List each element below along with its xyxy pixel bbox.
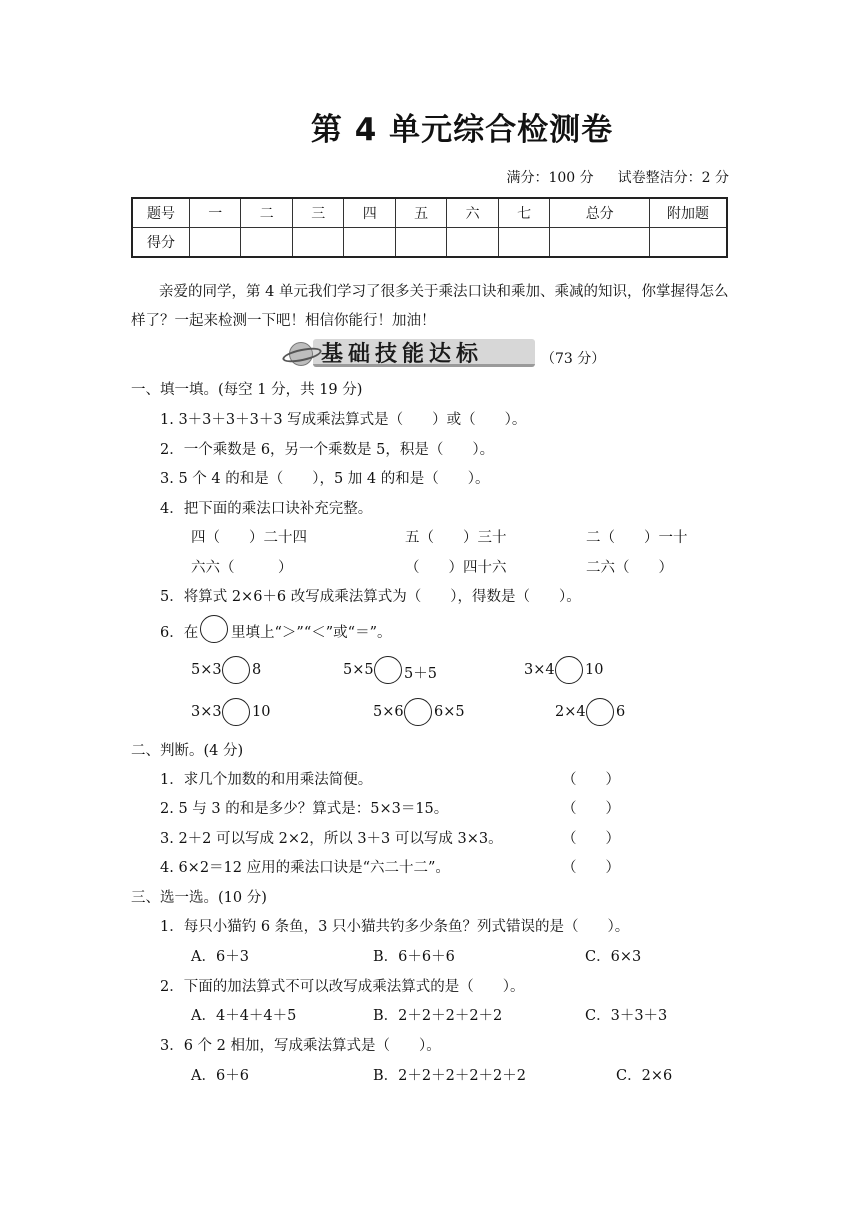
page-title: 第 4 单元综合检测卷 bbox=[310, 112, 614, 148]
banner-score: （73 分） bbox=[541, 351, 606, 367]
section-banner bbox=[285, 336, 535, 366]
question-1-5: 5．将算式 2×6＋6 改写成乘法算式为（ ），得数是（ ）。 bbox=[160, 589, 581, 605]
compare-right: 5＋5 bbox=[404, 666, 437, 682]
choice-question: 2．下面的加法算式不可以改写成乘法算式的是（ ）。 bbox=[160, 979, 525, 995]
choice-option[interactable]: C．2×6 bbox=[616, 1068, 673, 1084]
fill-item: （ ）四十六 bbox=[405, 560, 507, 576]
question-1-4: 4．把下面的乘法口诀补充完整。 bbox=[160, 501, 373, 517]
score-cell[interactable] bbox=[550, 228, 650, 258]
score-meta bbox=[506, 167, 729, 187]
header-cell: 一 bbox=[190, 198, 241, 228]
score-table-header-row bbox=[132, 198, 727, 228]
header-cell: 七 bbox=[498, 198, 549, 228]
compare-circle[interactable] bbox=[404, 698, 432, 726]
choice-option[interactable]: B．2＋2＋2＋2＋2＋2 bbox=[373, 1068, 527, 1084]
judge-answer[interactable]: （ ） bbox=[562, 801, 620, 817]
compare-left: 5×5 bbox=[343, 662, 374, 678]
fill-item: 六六（ ） bbox=[191, 560, 293, 576]
compare-right: 6 bbox=[616, 704, 626, 720]
header-cell: 四 bbox=[344, 198, 395, 228]
score-cell[interactable] bbox=[650, 228, 728, 258]
banner-text: 基础技能达标 bbox=[321, 342, 484, 367]
compare-left: 3×3 bbox=[191, 704, 222, 720]
score-cell[interactable] bbox=[344, 228, 395, 258]
section2-heading: 二、判断。(4 分) bbox=[131, 743, 244, 759]
compare-left: 3×4 bbox=[524, 662, 555, 678]
question-1-2: 2．一个乘数是 6，另一个乘数是 5，积是（ ）。 bbox=[160, 442, 495, 458]
question-1-6-prefix: 6．在 bbox=[160, 625, 199, 641]
choice-option[interactable]: A．4＋4＋4＋5 bbox=[191, 1008, 297, 1024]
compare-circle[interactable] bbox=[374, 656, 402, 684]
compare-right: 10 bbox=[585, 662, 604, 678]
fill-item: 五（ ）三十 bbox=[405, 530, 507, 546]
compare-left: 2×4 bbox=[555, 704, 586, 720]
question-1-1: 1. 3＋3＋3＋3＋3 写成乘法算式是（ ）或（ ）。 bbox=[160, 412, 527, 428]
compare-circle[interactable] bbox=[222, 656, 250, 684]
choice-question: 1．每只小猫钓 6 条鱼，3 只小猫共钓多少条鱼？列式错误的是（ ）。 bbox=[160, 919, 630, 935]
compare-right: 8 bbox=[252, 662, 262, 678]
judge-answer[interactable]: （ ） bbox=[562, 772, 620, 788]
choice-option[interactable]: A．6＋3 bbox=[191, 949, 249, 965]
compare-circle[interactable] bbox=[555, 656, 583, 684]
score-cell[interactable] bbox=[241, 228, 292, 258]
score-cell[interactable] bbox=[447, 228, 498, 258]
section3-heading: 三、选一选。(10 分) bbox=[131, 890, 267, 906]
intro-paragraph: 亲爱的同学，第 4 单元我们学习了很多关于乘法口诀和乘加、乘减的知识，你掌握得怎么样了？一起来检测一下吧！相信你能行！加油！ bbox=[131, 284, 729, 329]
judge-item: 1．求几个加数的和用乘法简便。 bbox=[160, 772, 373, 788]
section1-heading: 一、填一填。(每空 1 分，共 19 分) bbox=[131, 382, 363, 398]
judge-item: 3. 2＋2 可以写成 2×2，所以 3＋3 可以写成 3×3。 bbox=[160, 831, 503, 847]
row-label: 得分 bbox=[132, 228, 190, 258]
choice-option[interactable]: C．3＋3＋3 bbox=[585, 1008, 668, 1024]
compare-circle[interactable] bbox=[222, 698, 250, 726]
header-cell: 题号 bbox=[132, 198, 190, 228]
choice-option[interactable]: C．6×3 bbox=[585, 949, 642, 965]
compare-left: 5×3 bbox=[191, 662, 222, 678]
fill-item: 四（ ）二十四 bbox=[191, 530, 307, 546]
score-table bbox=[131, 197, 728, 258]
fill-item: 二（ ）一十 bbox=[586, 530, 688, 546]
neatness-score: 试卷整洁分：2 分 bbox=[617, 170, 729, 186]
header-cell: 总分 bbox=[550, 198, 650, 228]
score-cell[interactable] bbox=[498, 228, 549, 258]
choice-option[interactable]: B．6＋6＋6 bbox=[373, 949, 455, 965]
score-cell[interactable] bbox=[190, 228, 241, 258]
fill-item: 二六（ ） bbox=[586, 560, 673, 576]
question-1-6-suffix: 里填上“＞”“＜”或“＝”。 bbox=[231, 625, 392, 641]
header-cell: 六 bbox=[447, 198, 498, 228]
score-table-score-row bbox=[132, 228, 727, 258]
sample-circle-icon bbox=[200, 615, 228, 643]
choice-option[interactable]: B．2＋2＋2＋2＋2 bbox=[373, 1008, 503, 1024]
judge-item: 4. 6×2＝12 应用的乘法口诀是“六二十二”。 bbox=[160, 860, 450, 876]
full-score: 满分：100 分 bbox=[506, 170, 594, 186]
score-cell[interactable] bbox=[292, 228, 343, 258]
header-cell: 五 bbox=[395, 198, 446, 228]
choice-question: 3．6 个 2 相加，写成乘法算式是（ ）。 bbox=[160, 1038, 441, 1054]
compare-circle[interactable] bbox=[586, 698, 614, 726]
question-1-3: 3. 5 个 4 的和是（ ），5 加 4 的和是（ ）。 bbox=[160, 471, 490, 487]
choice-option[interactable]: A．6＋6 bbox=[191, 1068, 249, 1084]
judge-answer[interactable]: （ ） bbox=[562, 860, 620, 876]
header-cell: 二 bbox=[241, 198, 292, 228]
judge-answer[interactable]: （ ） bbox=[562, 831, 620, 847]
score-cell[interactable] bbox=[395, 228, 446, 258]
compare-right: 6×5 bbox=[434, 704, 465, 720]
judge-item: 2. 5 与 3 的和是多少？算式是：5×3＝15。 bbox=[160, 801, 449, 817]
compare-right: 10 bbox=[252, 704, 271, 720]
compare-left: 5×6 bbox=[373, 704, 404, 720]
header-cell: 三 bbox=[292, 198, 343, 228]
header-cell: 附加题 bbox=[650, 198, 728, 228]
